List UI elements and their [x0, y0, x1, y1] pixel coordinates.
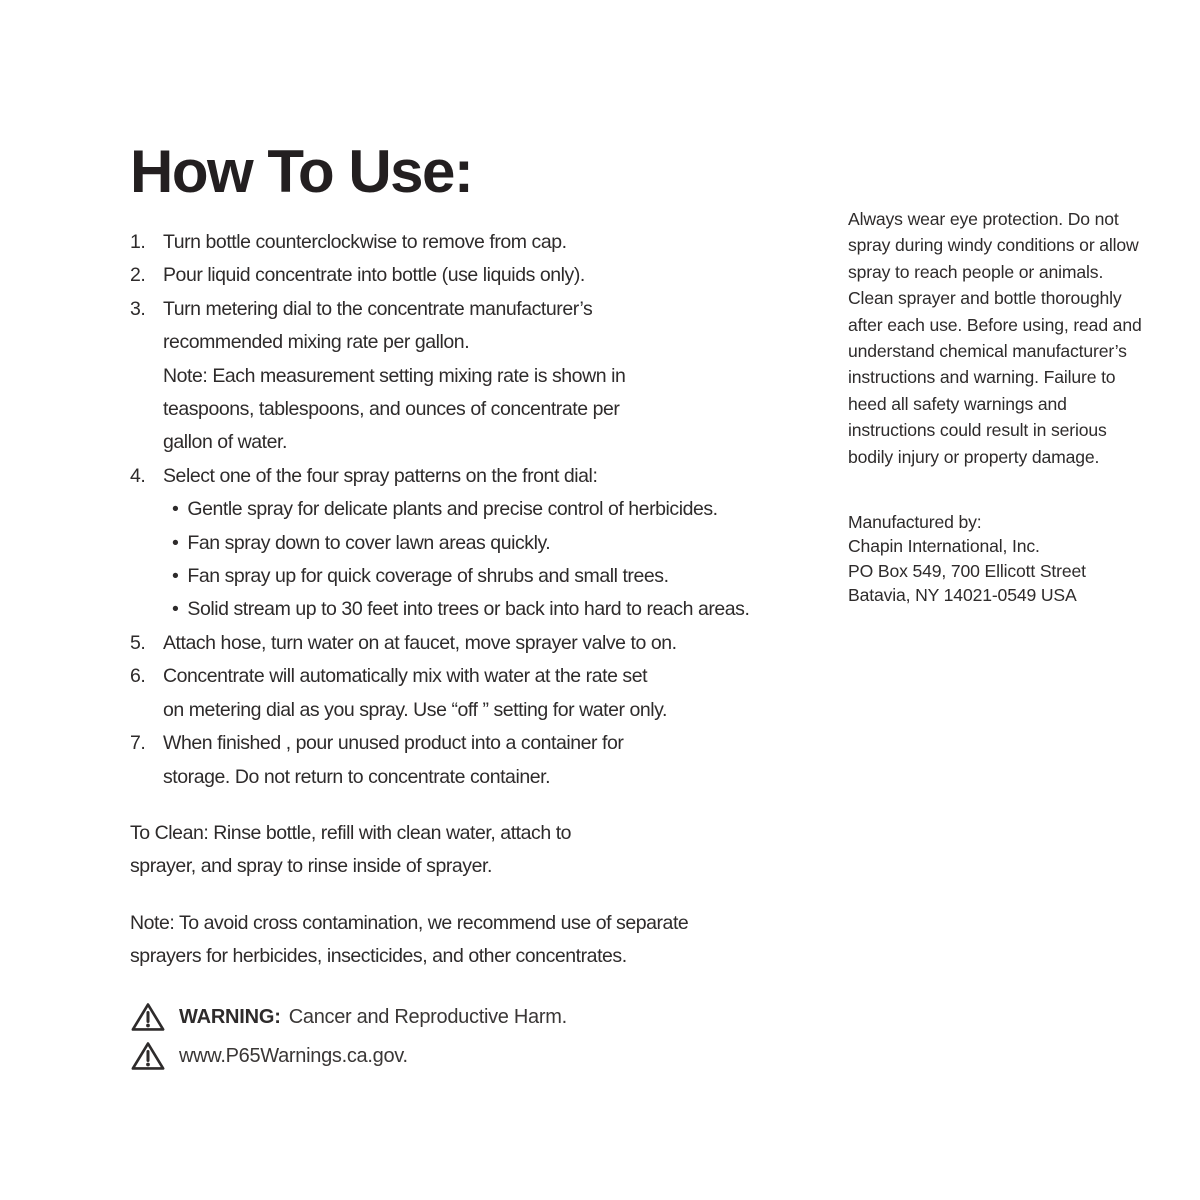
prop65-warnings — [130, 998, 820, 1076]
bullet-text: Fan spray up for quick coverage of shrubs and small trees. — [187, 565, 669, 588]
bullet-marker: • — [172, 498, 179, 521]
step-6 — [130, 660, 820, 727]
bullet-marker: • — [172, 531, 179, 554]
step-number: 4. — [130, 464, 146, 487]
step-line: on metering dial as you spray. Use “off ” setting for water only. — [163, 698, 667, 721]
step-note-line: gallon of water. — [163, 431, 287, 454]
manufacturer-name: Chapin International, Inc. — [848, 536, 1040, 557]
step-note-line: Note: Each measurement setting mixing rate is shown in — [163, 364, 626, 387]
bullet-marker: • — [172, 598, 179, 621]
bullet-item — [163, 527, 820, 560]
step-line: Pour liquid concentrate into bottle (use liquids only). — [163, 264, 585, 287]
step-number: 7. — [130, 732, 146, 755]
cross-contamination-note: Note: To avoid cross contamination, we recommend use of separate sprayers for herbicides, insecticides, and other concentrates. — [130, 911, 689, 968]
step-number: 6. — [130, 665, 146, 688]
step-number: 3. — [130, 297, 146, 320]
step-line: storage. Do not return to concentrate container. — [163, 765, 551, 788]
manufactured-by-label: Manufactured by: — [848, 512, 982, 533]
step-line: recommended mixing rate per gallon. — [163, 331, 470, 354]
safety-column — [848, 206, 1183, 608]
manufacturer-city: Batavia, NY 14021-0549 USA — [848, 585, 1077, 606]
step-3 — [130, 293, 820, 460]
step-number: 2. — [130, 264, 146, 287]
step-number: 1. — [130, 231, 146, 253]
warning-row-p65-url — [130, 1037, 820, 1076]
bullet-item — [163, 560, 820, 593]
bullet-text: Solid stream up to 30 feet into trees or back into hard to reach areas. — [187, 598, 750, 621]
how-to-use-steps — [130, 226, 820, 794]
step-1 — [130, 226, 820, 259]
manufacturer-block — [848, 510, 1183, 608]
step-line: When finished , pour unused product into a container for — [163, 732, 624, 755]
page-title: How To Use: — [130, 138, 473, 205]
step-7 — [130, 727, 820, 794]
bullet-text: Fan spray down to cover lawn areas quickly. — [187, 531, 551, 554]
step-2 — [130, 259, 820, 292]
step-line: Select one of the four spray patterns on the front dial: — [163, 464, 598, 487]
warning-text: Cancer and Reproductive Harm. — [288, 1005, 567, 1028]
warning-triangle-icon — [130, 1001, 166, 1033]
p65-url-text: www.P65Warnings.ca.gov. — [179, 1044, 408, 1067]
step-line: Turn metering dial to the concentrate manufacturer’s — [163, 297, 593, 320]
step-5 — [130, 627, 820, 660]
step-4 — [130, 460, 820, 627]
step-line: Turn bottle counterclockwise to remove from cap. — [163, 231, 567, 253]
warning-triangle-icon — [130, 1040, 166, 1072]
bullet-item — [163, 593, 820, 626]
bullet-item — [163, 493, 820, 526]
warning-label: WARNING: — [179, 1005, 281, 1028]
step-number: 5. — [130, 631, 146, 654]
to-clean-paragraph: To Clean: Rinse bottle, refill with clean water, attach to sprayer, and spray to rinse inside of sprayer. — [130, 821, 572, 878]
bullet-marker: • — [172, 565, 179, 588]
instructions-column — [130, 138, 820, 1076]
warning-row-cancer — [130, 998, 820, 1037]
step-line: Concentrate will automatically mix with water at the rate set — [163, 665, 648, 688]
bullet-text: Gentle spray for delicate plants and precise control of herbicides. — [187, 498, 718, 521]
manufacturer-address: PO Box 549, 700 Ellicott Street — [848, 560, 1086, 581]
step-line: Attach hose, turn water on at faucet, move sprayer valve to on. — [163, 631, 677, 654]
step-note-line: teaspoons, tablespoons, and ounces of concentrate per — [163, 398, 620, 421]
safety-paragraph: Always wear eye protection. Do not spray during windy conditions or allow spray to reach people or animals. Clean sprayer and bottle thoroughly after each use. Before using, read and understand chemical manufacturer’s instructions and warning. Failure to heed all safety warnings and instructions could result in serious bodily injury or property damage. — [848, 209, 1142, 467]
